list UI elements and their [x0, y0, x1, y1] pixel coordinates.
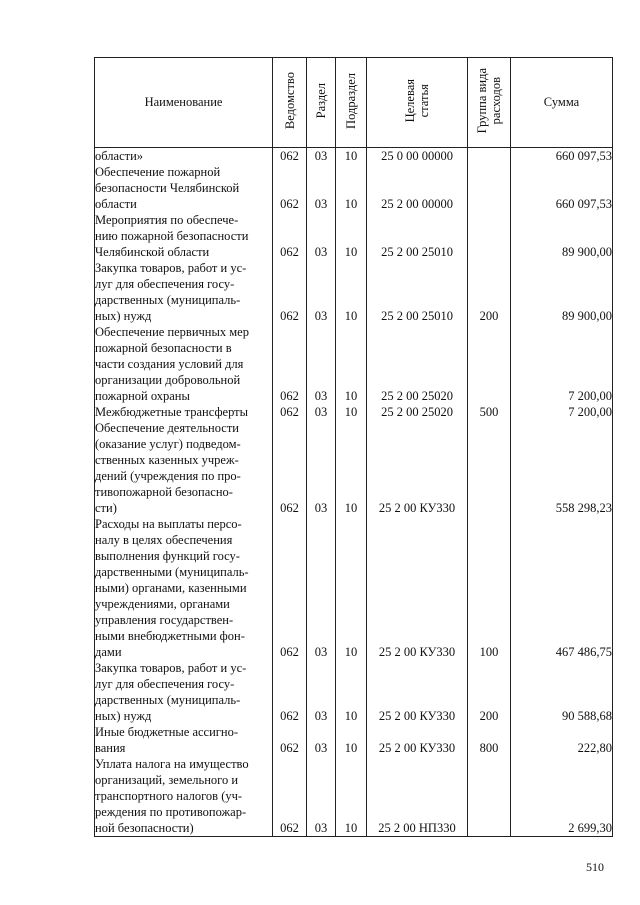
- row-subsection: 10: [336, 756, 367, 837]
- row-target: 25 2 00 25010: [367, 212, 468, 260]
- row-target: 25 2 00 25010: [367, 260, 468, 324]
- header-group: Группа вида расходов: [468, 58, 511, 148]
- row-group: 200: [468, 660, 511, 724]
- table-row: [95, 516, 613, 660]
- row-name: Закупка товаров, работ и ус- луг для обеспечения госу- дарственных (муниципаль- ных) нужд: [95, 660, 273, 724]
- table-row: [95, 260, 613, 324]
- header-target: Целевая статья: [367, 58, 468, 148]
- row-section: 03: [307, 724, 336, 756]
- row-subsection: 10: [336, 212, 367, 260]
- table-row: [95, 756, 613, 837]
- row-section: 03: [307, 164, 336, 212]
- table-row: [95, 404, 613, 420]
- row-subsection: 10: [336, 516, 367, 660]
- table-row: [95, 420, 613, 516]
- row-dept: 062: [273, 212, 307, 260]
- row-group: [468, 148, 511, 165]
- row-name: Обеспечение пожарной безопасности Челябинской области: [95, 164, 273, 212]
- row-dept: 062: [273, 260, 307, 324]
- row-dept: 062: [273, 420, 307, 516]
- row-sum: 89 900,00: [511, 260, 613, 324]
- row-sum: 222,80: [511, 724, 613, 756]
- table-body: [95, 148, 613, 837]
- row-section: 03: [307, 212, 336, 260]
- row-dept: 062: [273, 756, 307, 837]
- row-sum: 7 200,00: [511, 324, 613, 404]
- row-section: 03: [307, 756, 336, 837]
- header-subsection: Подраздел: [336, 58, 367, 148]
- row-sum: 660 097,53: [511, 148, 613, 165]
- row-section: 03: [307, 324, 336, 404]
- row-subsection: 10: [336, 260, 367, 324]
- row-target: 25 2 00 НП330: [367, 756, 468, 837]
- row-target: 25 2 00 КУ330: [367, 420, 468, 516]
- row-subsection: 10: [336, 420, 367, 516]
- row-name: Обеспечение деятельности (оказание услуг) подведом- ственных казенных учреж- дений (учреждения по про- тивопожарной безопасно- сти): [95, 420, 273, 516]
- row-subsection: 10: [336, 148, 367, 165]
- row-subsection: 10: [336, 324, 367, 404]
- table-header: [95, 58, 613, 148]
- table-row: [95, 724, 613, 756]
- row-group: 500: [468, 404, 511, 420]
- row-subsection: 10: [336, 660, 367, 724]
- row-sum: 558 298,23: [511, 420, 613, 516]
- table-row: [95, 148, 613, 165]
- row-section: 03: [307, 516, 336, 660]
- row-sum: 89 900,00: [511, 212, 613, 260]
- row-name: Иные бюджетные ассигно- вания: [95, 724, 273, 756]
- row-dept: 062: [273, 148, 307, 165]
- row-sum: 467 486,75: [511, 516, 613, 660]
- row-group: [468, 324, 511, 404]
- budget-table: [94, 57, 613, 837]
- page-number: 510: [586, 860, 604, 874]
- header-dept: Ведомство: [273, 58, 307, 148]
- row-target: 25 2 00 25020: [367, 324, 468, 404]
- row-target: 25 2 00 КУ330: [367, 724, 468, 756]
- row-dept: 062: [273, 404, 307, 420]
- row-group: [468, 420, 511, 516]
- row-section: 03: [307, 148, 336, 165]
- row-section: 03: [307, 420, 336, 516]
- row-name: Уплата налога на имущество организаций, земельного и транспортного налогов (уч- реждения по противопожар- ной безопасности): [95, 756, 273, 837]
- row-group: 200: [468, 260, 511, 324]
- row-group: 800: [468, 724, 511, 756]
- row-target: 25 0 00 00000: [367, 148, 468, 165]
- header-section: Раздел: [307, 58, 336, 148]
- row-target: 25 2 00 КУ330: [367, 660, 468, 724]
- row-target: 25 2 00 КУ330: [367, 516, 468, 660]
- row-sum: 660 097,53: [511, 164, 613, 212]
- row-section: 03: [307, 260, 336, 324]
- row-name: Расходы на выплаты персо- налу в целях обеспечения выполнения функций госу- дарственными (муниципаль- ными) органами, казенными учреждениями, органами управления государствен- ными внебюджетными фон- дами: [95, 516, 273, 660]
- row-name: Обеспечение первичных мер пожарной безопасности в части создания условий для организации добровольной пожарной охраны: [95, 324, 273, 404]
- row-sum: 7 200,00: [511, 404, 613, 420]
- row-group: [468, 164, 511, 212]
- row-subsection: 10: [336, 404, 367, 420]
- row-name: области»: [95, 148, 273, 165]
- header-sum: Сумма: [511, 58, 613, 148]
- row-dept: 062: [273, 516, 307, 660]
- row-dept: 062: [273, 164, 307, 212]
- row-name: Мероприятия по обеспече- нию пожарной безопасности Челябинской области: [95, 212, 273, 260]
- row-group: [468, 756, 511, 837]
- row-target: 25 2 00 00000: [367, 164, 468, 212]
- row-sum: 90 588,68: [511, 660, 613, 724]
- row-section: 03: [307, 660, 336, 724]
- table-row: [95, 164, 613, 212]
- row-subsection: 10: [336, 164, 367, 212]
- row-subsection: 10: [336, 724, 367, 756]
- row-dept: 062: [273, 324, 307, 404]
- row-name: Закупка товаров, работ и ус- луг для обеспечения госу- дарственных (муниципаль- ных) нужд: [95, 260, 273, 324]
- row-dept: 062: [273, 660, 307, 724]
- row-target: 25 2 00 25020: [367, 404, 468, 420]
- row-name: Межбюджетные трансферты: [95, 404, 273, 420]
- row-sum: 2 699,30: [511, 756, 613, 837]
- table-row: [95, 212, 613, 260]
- table-row: [95, 324, 613, 404]
- row-group: 100: [468, 516, 511, 660]
- row-group: [468, 212, 511, 260]
- row-section: 03: [307, 404, 336, 420]
- header-name: Наименование: [95, 58, 273, 148]
- table-row: [95, 660, 613, 724]
- row-dept: 062: [273, 724, 307, 756]
